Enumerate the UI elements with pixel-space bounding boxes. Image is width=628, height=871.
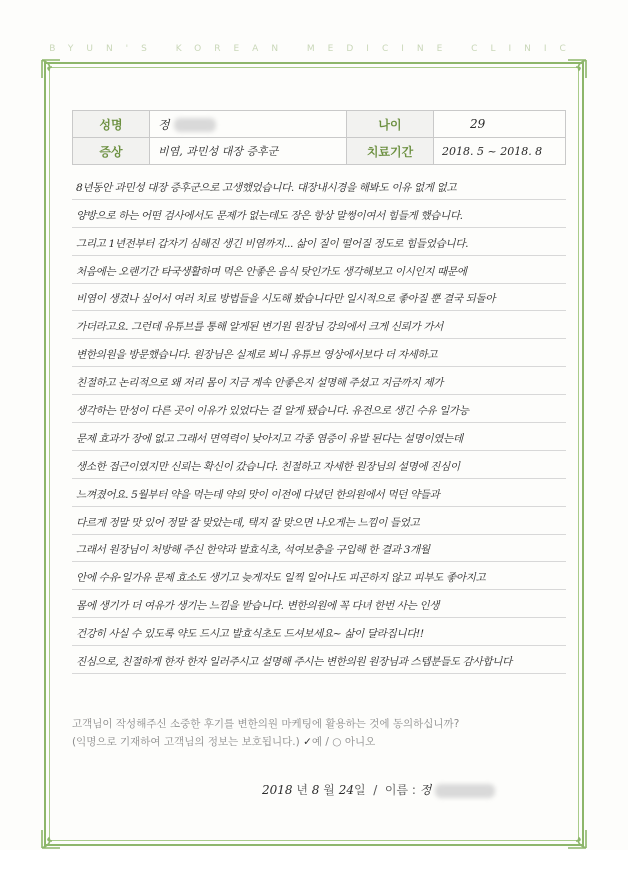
consent-note: (익명으로 기재하여 고객님의 정보는 보호됩니다.) [72, 736, 300, 748]
review-line-text: 그리고 1년전부터 갑자기 심해진 생긴 비염까지... 삶이 질이 떨어질 정도로 힘들었습니다. [76, 237, 469, 250]
review-line-text: 처음에는 오랜기간 타국생활하며 먹은 안좋은 음식 탓인가도 생각해보고 이시인지 때문에 [76, 265, 467, 278]
review-line [72, 395, 566, 423]
name-value: 정 [158, 117, 170, 132]
sign-name-value: 정 [419, 783, 432, 797]
symptom-cell [150, 138, 347, 165]
review-line-text: 몸에 생기가 더 여유가 생기는 느낌을 받습니다. 변한의원에 꼭 다녀 한번 사는 인생 [76, 600, 440, 613]
review-line [72, 451, 566, 479]
corner-ornament-icon [40, 828, 62, 850]
sign-month-unit: 월 [323, 783, 335, 797]
review-line-text: 변한의원을 방문했습니다. 원장님은 실제로 뵈니 유튜브 영상에서보다 더 자세하고 [76, 349, 438, 362]
period-cell [434, 138, 566, 165]
symptom-value: 비염, 과민성 대장 증후군 [158, 145, 279, 158]
review-line-text: 8년동안 과민성 대장 증후군으로 고생했었습니다. 대장내시경을 해봐도 이유 없게 없고 [76, 181, 457, 194]
review-text-area [72, 172, 566, 674]
review-line [72, 228, 566, 256]
review-line [72, 311, 566, 339]
name-cell [150, 111, 347, 138]
patient-info-table [72, 110, 566, 165]
age-label: 나이 [347, 111, 434, 138]
corner-ornament-icon [566, 58, 588, 80]
review-line [72, 367, 566, 395]
review-line [72, 200, 566, 228]
corner-ornament-icon [40, 58, 62, 80]
review-line-text: 친절하고 논리적으로 왜 저리 몸이 지금 계속 안좋은지 설명해 주셨고 지금까지 제가 [76, 377, 443, 390]
sign-divider: / [373, 783, 378, 797]
sign-year: 2018 [262, 783, 293, 797]
review-line [72, 423, 566, 451]
review-line-text: 생각하는 만성이 다른 곳이 이유가 있었다는 걸 알게 됐습니다. 유전으로 생긴 수유 일가능 [76, 405, 469, 418]
review-line [72, 562, 566, 590]
info-row [73, 138, 566, 165]
review-line-text: 가더라고요. 그런데 유튜브를 통해 알게된 변기원 원장님 강의에서 크게 신뢰가 가서 [76, 321, 443, 334]
radio-empty-icon[interactable]: ○ [332, 736, 342, 748]
period-value: 2018. 5 ~ 2018. 8 [442, 145, 543, 158]
review-line [72, 590, 566, 618]
review-line-text: 그래서 원장님이 처방해 주신 한약과 발효식초, 석여보충을 구입해 한 결과 3개월 [76, 544, 430, 557]
review-line-text: 양방으로 하는 어떤 검사에서도 문제가 없는데도 장은 항상 말썽이여서 힘들게 했습니다. [76, 209, 463, 222]
bottom-margin [0, 850, 628, 871]
sign-day: 24 [338, 783, 354, 797]
review-line [72, 256, 566, 284]
checkmark-icon[interactable]: ✓ [303, 736, 312, 748]
review-line [72, 535, 566, 563]
clinic-name-banner: BYUN'S KOREAN MEDICINE CLINIC [49, 44, 579, 54]
review-line-text: 생소한 접근이였지만 신뢰는 확신이 갔습니다. 친절하고 자세한 원장님의 설명에 진심이 [76, 460, 460, 473]
review-line-text: 안에 수유·일가유 문제 효소도 생기고 늦게자도 일찍 일어나도 피곤하지 않고 피부도 좋아지고 [76, 572, 486, 585]
sign-year-unit: 년 [296, 783, 308, 797]
signature-line [262, 781, 495, 798]
corner-ornament-icon [566, 828, 588, 850]
sign-day-unit: 일 [353, 783, 366, 797]
review-line [72, 339, 566, 367]
age-value: 29 [470, 117, 486, 131]
consent-section [72, 715, 566, 751]
redacted-name-blur [174, 118, 216, 132]
review-line-text: 건강히 사실 수 있도록 약도 드시고 발효식초도 드셔보세요~ 삶이 달라집니다!! [76, 628, 424, 641]
review-line-text: 다르게 정말 맛 있어 정말 잘 맞았는데, 택지 잘 맞으면 나오게는 느낌이 들었고 [76, 516, 420, 529]
review-line-text: 문제 효과가 장에 없고 그래서 면역력이 낮아지고 각종 염증이 유발 된다는 설명이였는데 [76, 432, 463, 445]
review-line [72, 618, 566, 646]
review-line [72, 479, 566, 507]
review-line-text: 비염이 생겼나 싶어서 여러 치료 방법들을 시도해 봤습니다만 일시적으로 좋아질 뿐 결국 되돌아 [76, 293, 496, 306]
consent-no-label[interactable]: 아니오 [344, 736, 376, 748]
name-label: 성명 [73, 111, 150, 138]
sign-name-label: 이름 : [384, 783, 416, 797]
redacted-name-blur [435, 784, 495, 798]
age-cell [434, 111, 566, 138]
period-label: 치료기간 [347, 138, 434, 165]
symptom-label: 증상 [73, 138, 150, 165]
consent-separator: / [325, 736, 329, 748]
sign-month: 8 [311, 783, 320, 797]
review-line-text: 느껴졌어요. 5월부터 약을 먹는데 약의 맛이 이전에 다녔던 한의원에서 먹던 약들과 [76, 488, 440, 501]
info-row [73, 111, 566, 138]
consent-note-row [72, 733, 566, 751]
review-line [72, 284, 566, 312]
review-line [72, 507, 566, 535]
review-line [72, 646, 566, 674]
consent-question: 고객님이 작성해주신 소중한 후기를 변한의원 마케팅에 활용하는 것에 동의하십니까? [72, 718, 460, 730]
review-line-text: 진심으로, 친절하게 한자 한자 일러주시고 설명해 주시는 변한의원 원장님과 스텝분들도 감사합니다 [76, 656, 512, 669]
review-line [72, 172, 566, 200]
consent-yes-label[interactable]: 예 [311, 736, 323, 748]
